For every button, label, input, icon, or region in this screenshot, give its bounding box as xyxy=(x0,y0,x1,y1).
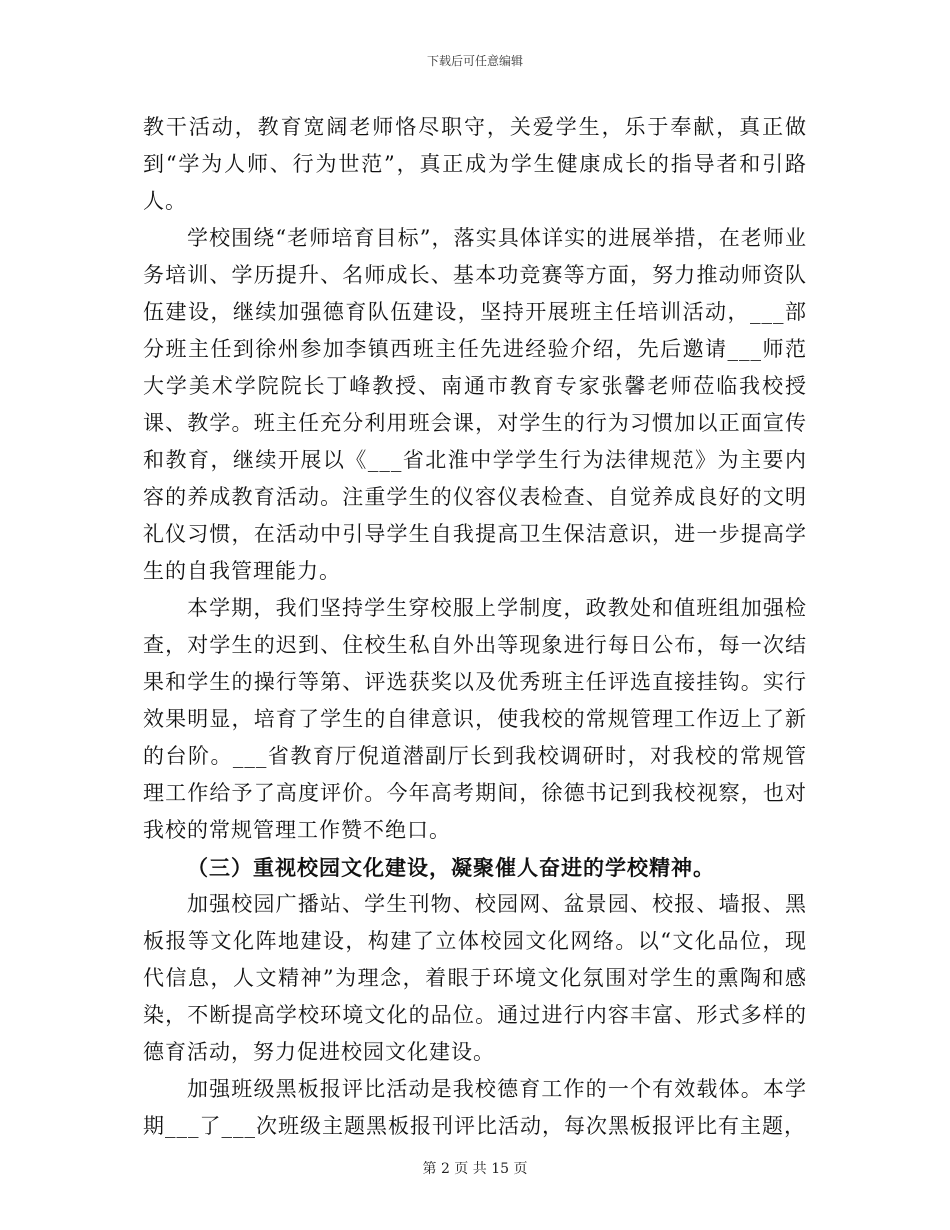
section-heading-campus-culture: （三）重视校园文化建设，凝聚催人奋进的学校精神。 xyxy=(187,855,715,880)
paragraph-uniform-policy: 本学期，我们坚持学生穿校服上学制度，政教处和值班组加强检查，对学生的迟到、住校生私自外出等现象进行每日公布，每一次结果和学生的操行等第、评选获奖以及优秀班主任评选直接挂钩。实行效果明显，培育了学生的自律意识，使我校的常规管理工作迈上了新的台阶。___省教育厅倪道潜副厅长到我校调研时，对我校的常规管理工作给予了高度评价。今年高考期间，徐德书记到我校视察，也对我校的常规管理工作赞不绝口。 xyxy=(143,596,807,842)
document-body xyxy=(143,109,807,1145)
paragraph-culture-network: 加强校园广播站、学生刊物、校园网、盆景园、校报、墙报、黑板报等文化阵地建设，构建了立体校园文化网络。以“文化品位，现代信息，人文精神”为理念，着眼于环境文化氛围对学生的熏陶和感染，不断提高学校环境文化的品位。通过进行内容丰富、形式多样的德育活动，努力促进校园文化建设。 xyxy=(143,892,807,1064)
paragraph-continuation: 教干活动，教育宽阔老师恪尽职守，关爱学生，乐于奉献，真正做到“学为人师、行为世范”，真正成为学生健康成长的指导者和引路人。 xyxy=(143,115,807,213)
page-header: 下载后可任意编辑 xyxy=(426,54,523,68)
page-footer: 第 2 页 共 15 页 xyxy=(422,1161,528,1177)
paragraph-blackboard-contest: 加强班级黑板报评比活动是我校德育工作的一个有效载体。本学期___了___次班级主题黑板报刊评比活动，每次黑板报评比有主题， xyxy=(143,1077,807,1138)
paragraph-teacher-training: 学校围绕“老师培育目标”，落实具体详实的进展举措，在老师业务培训、学历提升、名师成长、基本功竞赛等方面，努力推动师资队伍建设，继续加强德育队伍建设，坚持开展班主任培训活动，___部分班主任到徐州参加李镇西班主任先进经验介绍，先后邀请___师范大学美术学院院长丁峰教授、南通市教育专家张馨老师莅临我校授课、教学。班主任充分利用班会课，对学生的行为习惯加以正面宣传和教育，继续开展以《___省北淮中学学生行为法律规范》为主要内容的养成教育活动。注重学生的仪容仪表检查、自觉养成良好的文明礼仪习惯，在活动中引导学生自我提高卫生保洁意识，进一步提高学生的自我管理能力。 xyxy=(143,226,807,583)
